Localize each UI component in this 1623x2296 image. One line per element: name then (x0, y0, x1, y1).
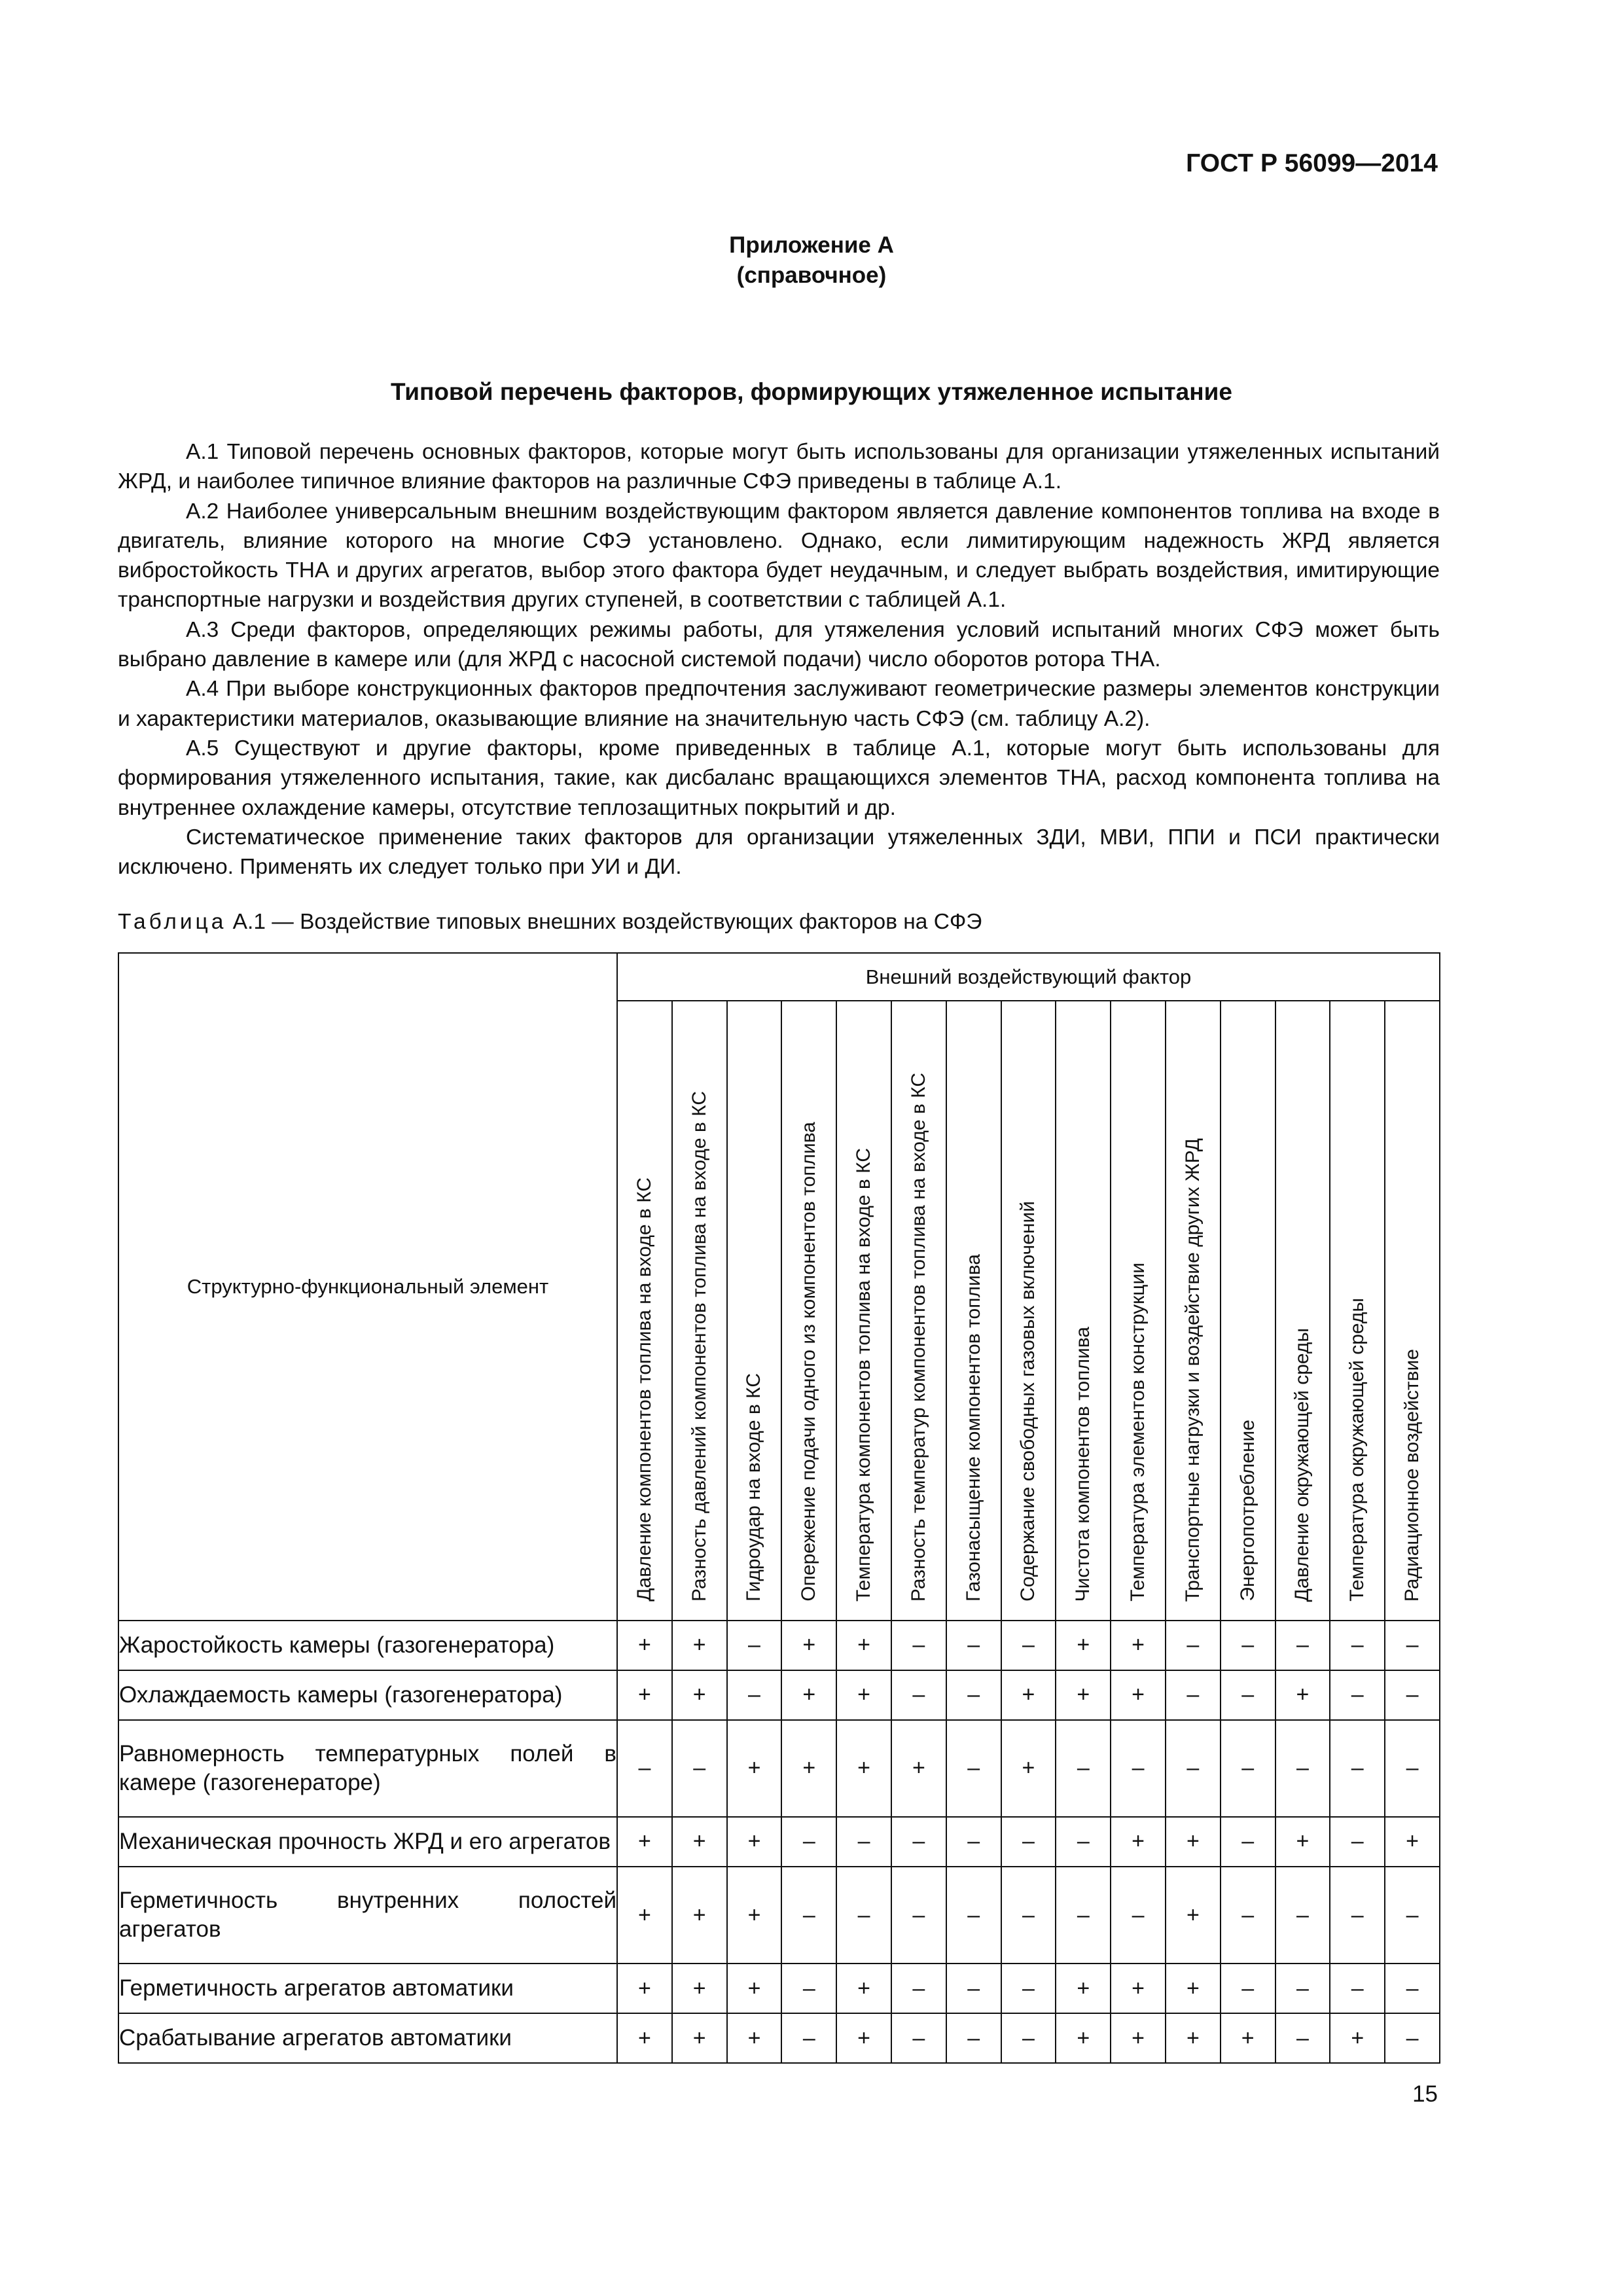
influence-mark-cell: – (1001, 2013, 1056, 2063)
influence-mark-cell: + (1166, 2013, 1221, 2063)
influence-mark-cell: + (1111, 1817, 1166, 1867)
factor-label: Радиационное воздействие (1401, 1348, 1423, 1602)
influence-mark-cell: – (727, 1670, 782, 1720)
element-name-cell: Равномерность температурных полей в камере (газогенераторе) (118, 1720, 617, 1817)
influence-mark-cell: – (891, 1670, 946, 1720)
factor-label: Транспортные нагрузки и воздействие других ЖРД (1181, 1138, 1204, 1602)
influence-mark-cell: + (1275, 1817, 1330, 1867)
page-number: 15 (1412, 2081, 1438, 2107)
factor-label: Давление компонентов топлива на входе в КС (633, 1177, 655, 1602)
influence-mark-cell: + (1330, 2013, 1385, 2063)
influence-mark-cell: – (1056, 1867, 1111, 1964)
factors-table (118, 952, 1440, 2064)
influence-mark-cell: – (1385, 1964, 1440, 2013)
influence-mark-cell: – (1221, 1867, 1275, 1964)
influence-mark-cell: – (781, 1964, 836, 2013)
influence-mark-cell: – (1001, 1964, 1056, 2013)
influence-mark-cell: – (1275, 1621, 1330, 1670)
factor-column-header (781, 1001, 836, 1621)
paragraph: А.4 При выборе конструкционных факторов предпочтения заслуживают геометрические размеры элементов конструкции и характеристики материалов, оказывающие влияние на значительную часть СФЭ (см. таблицу А.2). (118, 677, 1440, 731)
influence-mark-cell: + (727, 1867, 782, 1964)
factor-label: Температура элементов конструкции (1127, 1263, 1149, 1602)
influence-mark-cell: – (727, 1621, 782, 1670)
factor-column-header (1111, 1001, 1166, 1621)
table-caption (118, 910, 982, 935)
influence-mark-cell: – (1330, 1670, 1385, 1720)
influence-mark-cell: – (1221, 1817, 1275, 1867)
table-caption-text: А.1 — Воздействие типовых внешних воздействующих факторов на СФЭ (226, 910, 982, 934)
factor-label: Газонасыщение компонентов топлива (962, 1254, 984, 1602)
factor-column-header (946, 1001, 1001, 1621)
appendix-label: Приложение А (729, 232, 894, 258)
factor-group-header: Внешний воздействующий фактор (617, 953, 1440, 1001)
factor-column-header (1330, 1001, 1385, 1621)
influence-mark-cell: – (1385, 1621, 1440, 1670)
influence-mark-cell: + (727, 1720, 782, 1817)
influence-mark-cell: + (672, 1817, 727, 1867)
element-name-cell: Герметичность агрегатов автоматики (118, 1964, 617, 2013)
influence-mark-cell: – (1330, 1720, 1385, 1817)
influence-mark-cell: – (891, 1621, 946, 1670)
table-row (118, 1867, 1440, 1964)
element-name-cell: Срабатывание агрегатов автоматики (118, 2013, 617, 2063)
paragraph: А.1 Типовой перечень основных факторов, которые могут быть использованы для организации утяжеленных испытаний ЖРД, и наиболее типичное влияние факторов на различные СФЭ приведены в таблице А.1. (118, 440, 1440, 494)
influence-mark-cell: – (1385, 1720, 1440, 1817)
influence-mark-cell: – (781, 1867, 836, 1964)
element-name-cell: Герметичность внутренних полостей агрегатов (118, 1867, 617, 1964)
influence-mark-cell: + (672, 1867, 727, 1964)
table-row (118, 2013, 1440, 2063)
influence-mark-cell: + (781, 1670, 836, 1720)
influence-mark-cell: – (1056, 1817, 1111, 1867)
influence-mark-cell: – (1166, 1621, 1221, 1670)
influence-mark-cell: + (1056, 2013, 1111, 2063)
influence-mark-cell: – (1330, 1817, 1385, 1867)
factor-label: Гидроудар на входе в КС (743, 1373, 765, 1602)
influence-mark-cell: – (1385, 1867, 1440, 1964)
influence-mark-cell: + (1166, 1964, 1221, 2013)
influence-mark-cell: – (1001, 1817, 1056, 1867)
influence-mark-cell: + (1111, 1670, 1166, 1720)
influence-mark-cell: – (672, 1720, 727, 1817)
influence-mark-cell: – (946, 1817, 1001, 1867)
influence-mark-cell: – (1330, 1867, 1385, 1964)
influence-mark-cell: – (1221, 1621, 1275, 1670)
influence-mark-cell: – (1221, 1670, 1275, 1720)
influence-mark-cell: – (1001, 1621, 1056, 1670)
factor-column-header (617, 1001, 672, 1621)
factor-label: Содержание свободных газовых включений (1017, 1201, 1039, 1602)
influence-mark-cell: + (727, 1964, 782, 2013)
influence-mark-cell: + (1385, 1817, 1440, 1867)
factor-label: Давление окружающей среды (1291, 1327, 1313, 1602)
influence-mark-cell: – (781, 1817, 836, 1867)
factor-column-header (727, 1001, 782, 1621)
factor-column-header (672, 1001, 727, 1621)
influence-mark-cell: + (617, 1964, 672, 2013)
factor-column-header (1001, 1001, 1056, 1621)
influence-mark-cell: – (781, 2013, 836, 2063)
influence-mark-cell: + (1111, 1964, 1166, 2013)
document-title: Типовой перечень факторов, формирующих утяжеленное испытание (391, 378, 1232, 405)
paragraph: Систематическое применение таких факторов для организации утяжеленных ЗДИ, МВИ, ППИ и ПСИ практически исключено. Применять их следует только при УИ и ДИ. (118, 825, 1440, 880)
influence-mark-cell: – (1275, 2013, 1330, 2063)
influence-mark-cell: + (617, 2013, 672, 2063)
influence-mark-cell: + (672, 2013, 727, 2063)
influence-mark-cell: – (1056, 1720, 1111, 1817)
influence-mark-cell: – (1221, 1720, 1275, 1817)
table-row (118, 1964, 1440, 2013)
appendix-status: (справочное) (736, 262, 887, 288)
influence-mark-cell: – (836, 1867, 891, 1964)
influence-mark-cell: – (1111, 1720, 1166, 1817)
influence-mark-cell: – (946, 1621, 1001, 1670)
influence-mark-cell: + (727, 1817, 782, 1867)
factor-column-header (1166, 1001, 1221, 1621)
influence-mark-cell: + (836, 2013, 891, 2063)
influence-mark-cell: + (781, 1720, 836, 1817)
table-row (118, 1621, 1440, 1670)
influence-mark-cell: – (1330, 1621, 1385, 1670)
influence-mark-cell: – (836, 1817, 891, 1867)
influence-mark-cell: + (1001, 1670, 1056, 1720)
influence-mark-cell: – (1111, 1867, 1166, 1964)
influence-mark-cell: – (1166, 1670, 1221, 1720)
body-text (118, 437, 1440, 882)
influence-mark-cell: – (946, 1867, 1001, 1964)
factor-label: Разность давлений компонентов топлива на входе в КС (688, 1090, 710, 1602)
factor-column-header (836, 1001, 891, 1621)
influence-mark-cell: – (946, 2013, 1001, 2063)
influence-mark-cell: + (672, 1670, 727, 1720)
influence-mark-cell: + (836, 1670, 891, 1720)
table-row (118, 1817, 1440, 1867)
influence-mark-cell: – (1275, 1964, 1330, 2013)
factor-column-header (891, 1001, 946, 1621)
influence-mark-cell: – (1166, 1720, 1221, 1817)
table-row (118, 1720, 1440, 1817)
element-name-cell: Жаростойкость камеры (газогенератора) (118, 1621, 617, 1670)
influence-mark-cell: – (617, 1720, 672, 1817)
paragraph: А.2 Наиболее универсальным внешним воздействующим фактором является давление компонентов топлива на входе в двигатель, влияние которого на многие СФЭ установлено. Однако, если лимитирующим надежность ЖРД является вибростойкость ТНА и других агрегатов, выбор этого фактора будет неудачным, и следует выбрать воздействия, имитирующие транспортные нагрузки и воздействия других ступеней, в соответствии с таблицей А.1. (118, 499, 1440, 613)
influence-mark-cell: + (836, 1720, 891, 1817)
influence-mark-cell: + (617, 1867, 672, 1964)
influence-mark-cell: + (617, 1817, 672, 1867)
table-body (118, 1621, 1440, 2063)
influence-mark-cell: + (781, 1621, 836, 1670)
factor-label: Чистота компонентов топлива (1072, 1326, 1094, 1602)
table-caption-prefix: Таблица (118, 910, 227, 934)
influence-mark-cell: + (617, 1621, 672, 1670)
influence-mark-cell: – (946, 1720, 1001, 1817)
element-name-cell: Механическая прочность ЖРД и его агрегатов (118, 1817, 617, 1867)
influence-mark-cell: + (672, 1621, 727, 1670)
factor-label: Температура компонентов топлива на входе в КС (853, 1148, 875, 1602)
element-column-header: Структурно-функциональный элемент (118, 953, 617, 1621)
influence-mark-cell: – (946, 1670, 1001, 1720)
influence-mark-cell: – (1330, 1964, 1385, 2013)
influence-mark-cell: + (891, 1720, 946, 1817)
factor-label: Опережение подачи одного из компонентов топлива (798, 1122, 820, 1602)
factor-column-header (1275, 1001, 1330, 1621)
influence-mark-cell: + (1056, 1964, 1111, 2013)
influence-mark-cell: + (1166, 1817, 1221, 1867)
factor-column-header (1385, 1001, 1440, 1621)
influence-mark-cell: – (1275, 1867, 1330, 1964)
influence-mark-cell: – (1001, 1867, 1056, 1964)
influence-mark-cell: – (891, 1964, 946, 2013)
influence-mark-cell: + (1275, 1670, 1330, 1720)
factor-label: Температура окружающей среды (1346, 1298, 1368, 1602)
factor-label: Разность температур компонентов топлива на входе в КС (907, 1072, 929, 1602)
influence-mark-cell: + (1166, 1867, 1221, 1964)
table-header-row (118, 953, 1440, 1001)
influence-mark-cell: + (727, 2013, 782, 2063)
factor-label: Энергопотребление (1236, 1420, 1258, 1602)
influence-mark-cell: – (891, 1817, 946, 1867)
element-name-cell: Охлаждаемость камеры (газогенератора) (118, 1670, 617, 1720)
influence-mark-cell: – (1385, 2013, 1440, 2063)
standard-code: ГОСТ Р 56099—2014 (1186, 149, 1438, 177)
factor-column-header (1221, 1001, 1275, 1621)
influence-mark-cell: + (836, 1621, 891, 1670)
influence-mark-cell: + (672, 1964, 727, 2013)
influence-mark-cell: + (1221, 2013, 1275, 2063)
influence-mark-cell: + (836, 1964, 891, 2013)
influence-mark-cell: + (1111, 2013, 1166, 2063)
influence-mark-cell: – (891, 2013, 946, 2063)
paragraph: А.3 Среди факторов, определяющих режимы работы, для утяжеления условий испытаний многих СФЭ может быть выбрано давление в камере или (для ЖРД с насосной системой подачи) число оборотов ротора ТНА. (118, 617, 1440, 672)
influence-mark-cell: – (1221, 1964, 1275, 2013)
influence-mark-cell: + (1056, 1670, 1111, 1720)
appendix-heading (0, 230, 1623, 291)
influence-mark-cell: + (1111, 1621, 1166, 1670)
paragraph: А.5 Существуют и другие факторы, кроме приведенных в таблице А.1, которые могут быть использованы для формирования утяжеленного испытания, такие, как дисбаланс вращающихся элементов ТНА, расход компонента топлива на внутреннее охлаждение камеры, отсутствие теплозащитных покрытий и др. (118, 736, 1440, 820)
table-row (118, 1670, 1440, 1720)
influence-mark-cell: + (1056, 1621, 1111, 1670)
influence-mark-cell: – (1385, 1670, 1440, 1720)
influence-mark-cell: – (891, 1867, 946, 1964)
factor-column-header (1056, 1001, 1111, 1621)
influence-mark-cell: + (617, 1670, 672, 1720)
influence-mark-cell: – (946, 1964, 1001, 2013)
influence-mark-cell: + (1001, 1720, 1056, 1817)
influence-mark-cell: – (1275, 1720, 1330, 1817)
